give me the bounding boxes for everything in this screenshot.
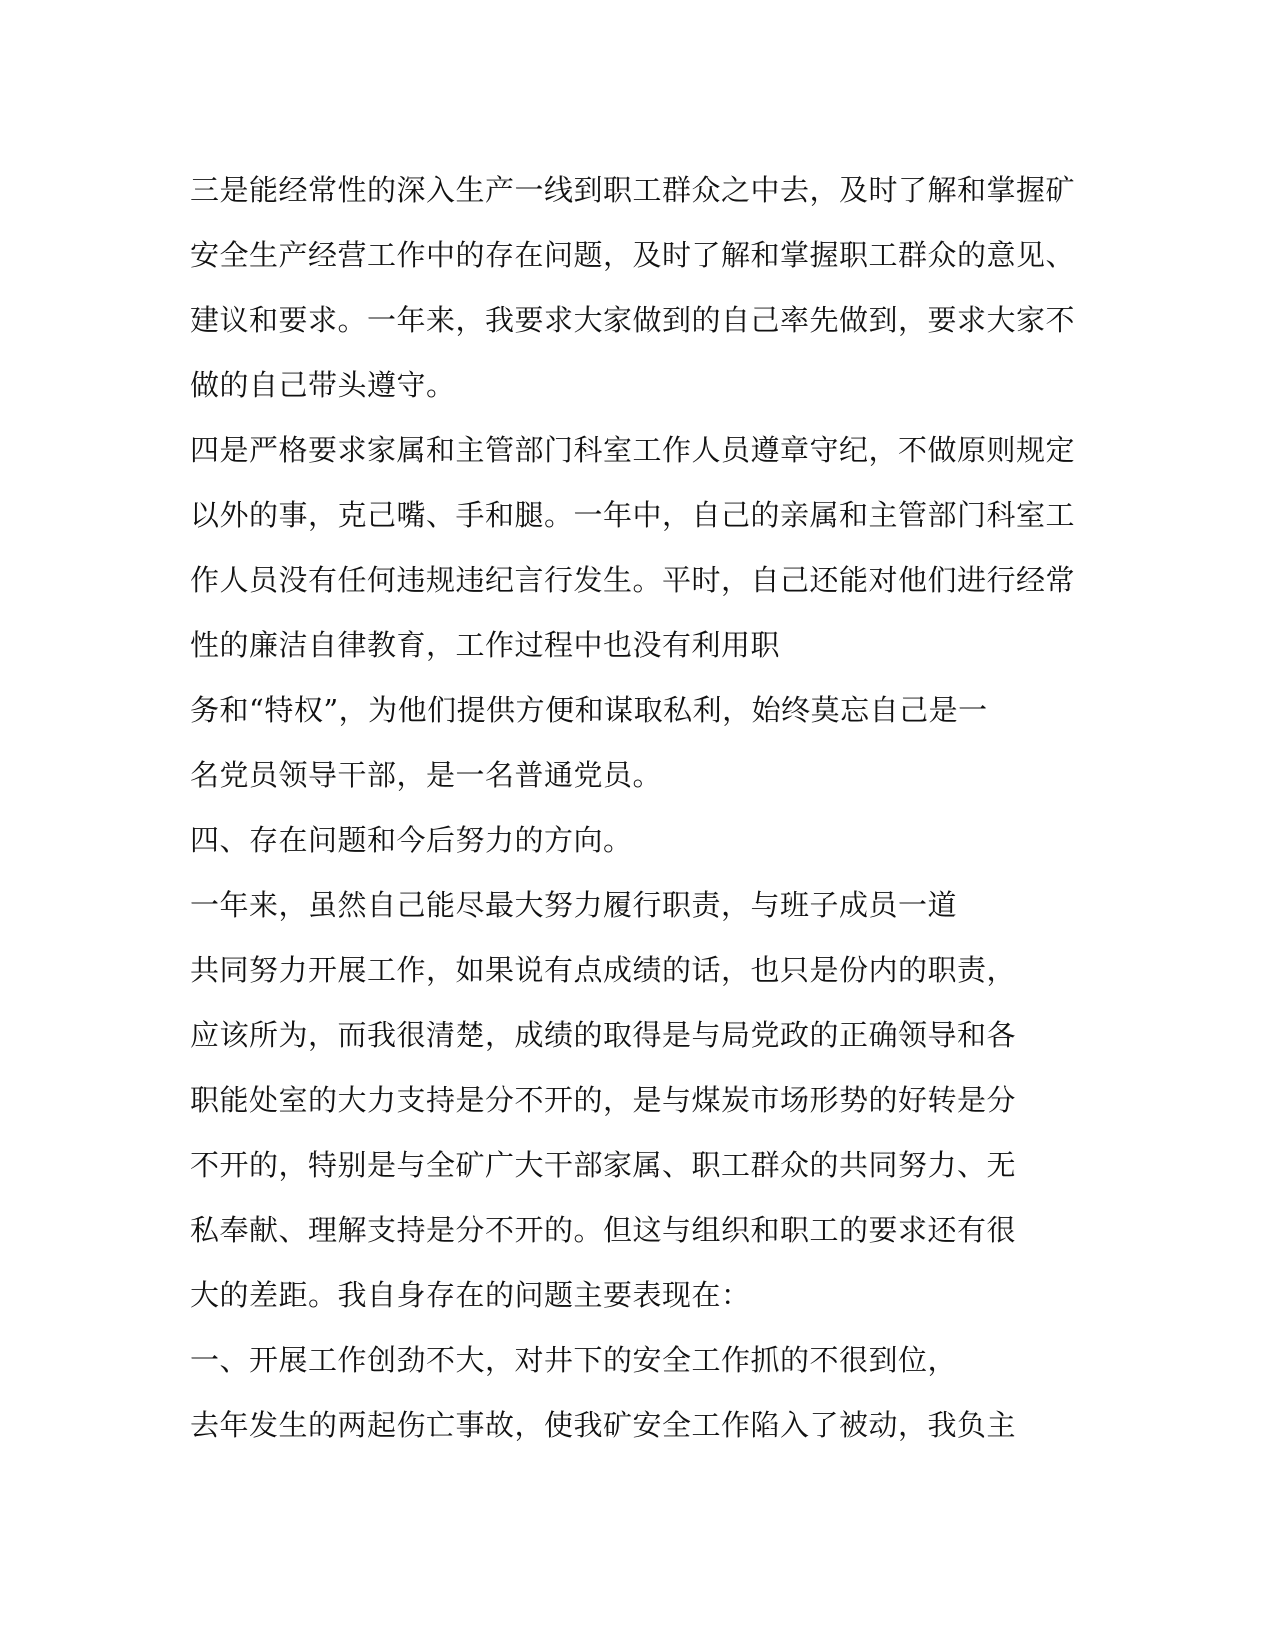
list-item: 一、开展工作创劲不大，对井下的安全工作抓的不很到位， [190,1343,958,1377]
text-line: 私奉献、理解支持是分不开的。但这与组织和职工的要求还有很 [190,1213,1017,1247]
text-line: 建议和要求。一年来，我要求大家做到的自己率先做到，要求大家不 [190,303,1076,337]
text-line: 作人员没有任何违规违纪言行发生。平时，自己还能对他们进行经常 [190,563,1076,597]
text-line: 做的自己带头遵守。 [190,368,456,402]
text-line: 不开的，特别是与全矿广大干部家属、职工群众的共同努力、无 [190,1148,1017,1182]
text-line: 三是能经常性的深入生产一线到职工群众之中去，及时了解和掌握矿 [190,173,1076,207]
text-line: 四是严格要求家属和主管部门科室工作人员遵章守纪，不做原则规定 [190,433,1076,467]
text-line: 以外的事，克己嘴、手和腿。一年中，自己的亲属和主管部门科室工 [190,498,1076,532]
text-line: 一年来，虽然自己能尽最大努力履行职责，与班子成员一道 [190,888,958,922]
text-line: 去年发生的两起伤亡事故，使我矿安全工作陷入了被动，我负主 [190,1408,1017,1442]
text-line: 安全生产经营工作中的存在问题，及时了解和掌握职工群众的意见、 [190,238,1076,272]
text-line: 性的廉洁自律教育，工作过程中也没有利用职 [190,628,781,662]
text-line: 大的差距。我自身存在的问题主要表现在： [190,1278,751,1312]
body-text [190,158,1090,1458]
section-heading: 四、存在问题和今后努力的方向。 [190,823,633,857]
text-line: 职能处室的大力支持是分不开的，是与煤炭市场形势的好转是分 [190,1083,1017,1117]
text-line: 应该所为，而我很清楚，成绩的取得是与局党政的正确领导和各 [190,1018,1017,1052]
text-line: 务和“特权”，为他们提供方便和谋取私利，始终莫忘自己是一 [190,693,988,727]
text-line: 共同努力开展工作，如果说有点成绩的话，也只是份内的职责， [190,953,1017,987]
text-line: 名党员领导干部，是一名普通党员。 [190,758,663,792]
